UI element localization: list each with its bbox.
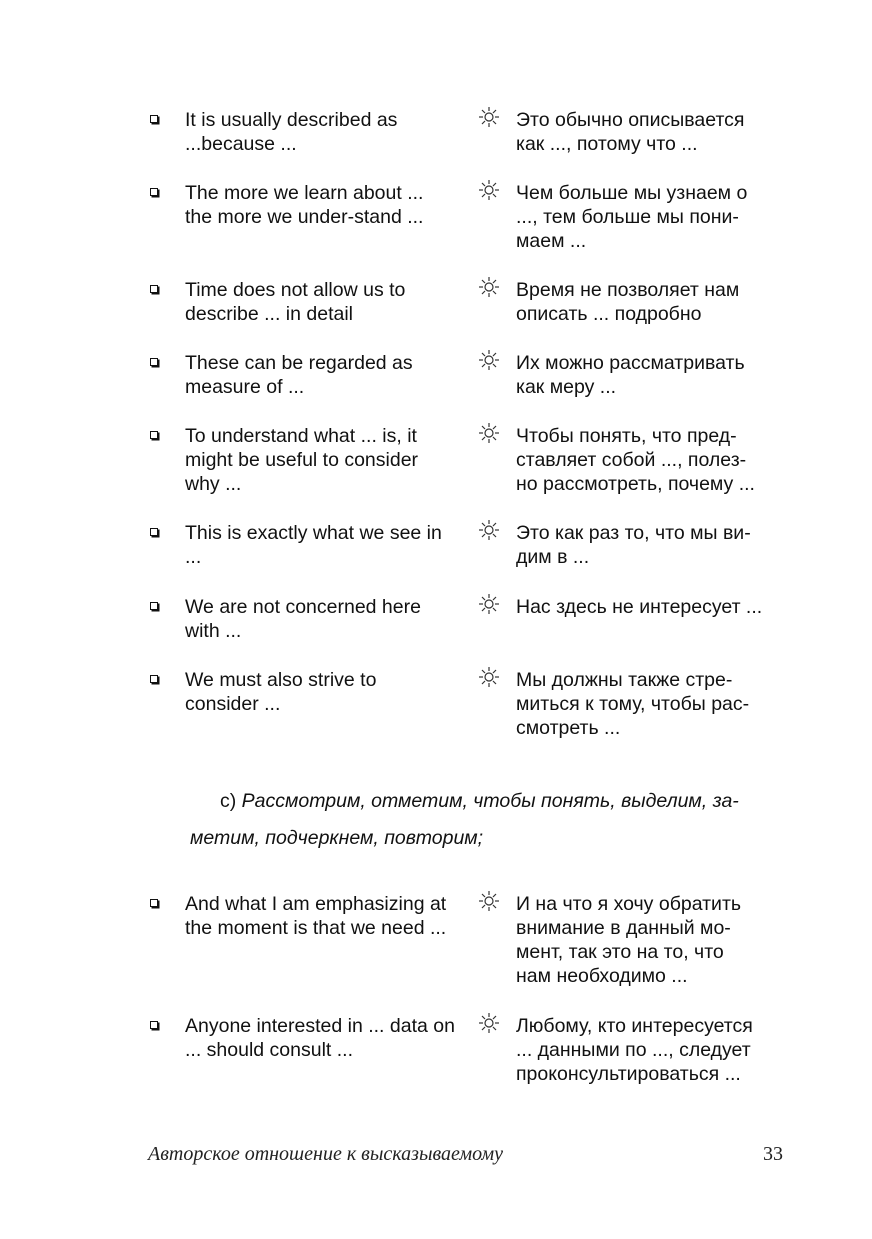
sun-icon (478, 349, 500, 371)
russian-phrase: Чем больше мы узнаем о ..., тем больше мы пони- маем ... (516, 182, 748, 252)
russian-phrase: Это обычно описывается как ..., потому что ... (516, 109, 745, 155)
english-phrase: It is usually described as ...because ... (185, 109, 398, 155)
russian-phrase: Это как раз то, что мы ви- дим в ... (516, 522, 751, 568)
russian-phrase: Мы должны также стре- миться к тому, чтобы рас- смотреть ... (516, 669, 750, 739)
checkbox-icon (150, 285, 158, 293)
english-phrase: And what I am emphasizing at the moment is that we need ... (185, 893, 447, 939)
russian-phrase: И на что я хочу обратить внимание в данный мо- мент, так это на то, что нам необходимо ... (516, 893, 742, 987)
english-phrase: These can be regarded as measure of ... (185, 352, 413, 398)
section-heading (220, 781, 820, 821)
english-phrase: The more we learn about ... the more we under-stand ... (185, 182, 424, 228)
russian-phrase: Время не позволяет нам описать ... подробно (516, 279, 740, 325)
section-heading-line1: Рассмотрим, отметим, чтобы понять, выделим, за- (241, 790, 739, 812)
page-number: 33 (763, 1143, 783, 1165)
english-phrase: We are not concerned here with ... (185, 596, 421, 642)
checkbox-icon (150, 358, 158, 366)
english-phrase: We must also strive to consider ... (185, 669, 377, 715)
english-phrase: Time does not allow us to describe ... in detail (185, 279, 406, 325)
checkbox-icon (150, 115, 158, 123)
english-phrase: To understand what ... is, it might be useful to consider why ... (185, 425, 419, 495)
sun-icon (478, 666, 500, 688)
checkbox-icon (150, 431, 158, 439)
sun-icon (478, 276, 500, 298)
english-phrase: Anyone interested in ... data on ... should consult ... (185, 1015, 455, 1061)
running-footer-title: Авторское отношение к высказываемому (148, 1143, 504, 1165)
sun-icon (478, 890, 500, 912)
sun-icon (478, 422, 500, 444)
checkbox-icon (150, 602, 158, 610)
russian-phrase: Нас здесь не интересует ... (516, 596, 763, 618)
checkbox-icon (150, 899, 158, 907)
checkbox-icon (150, 528, 158, 536)
english-phrase: This is exactly what we see in ... (185, 522, 442, 568)
section-heading-line2: метим, подчеркнем, повторим; (190, 827, 484, 849)
sun-icon (478, 179, 500, 201)
checkbox-icon (150, 675, 158, 683)
checkbox-icon (150, 1021, 158, 1029)
russian-phrase: Их можно рассматривать как меру ... (516, 352, 745, 398)
section-heading-continued (190, 818, 790, 858)
checkbox-icon (150, 188, 158, 196)
section-letter: c) (220, 790, 237, 812)
sun-icon (478, 106, 500, 128)
sun-icon (478, 519, 500, 541)
russian-phrase: Любому, кто интересуется ... данными по ..., следует проконсультироваться ... (516, 1015, 753, 1085)
sun-icon (478, 1012, 500, 1034)
sun-icon (478, 593, 500, 615)
russian-phrase: Чтобы понять, что пред- ставляет собой ..., полез- но рассмотреть, почему ... (516, 425, 755, 495)
